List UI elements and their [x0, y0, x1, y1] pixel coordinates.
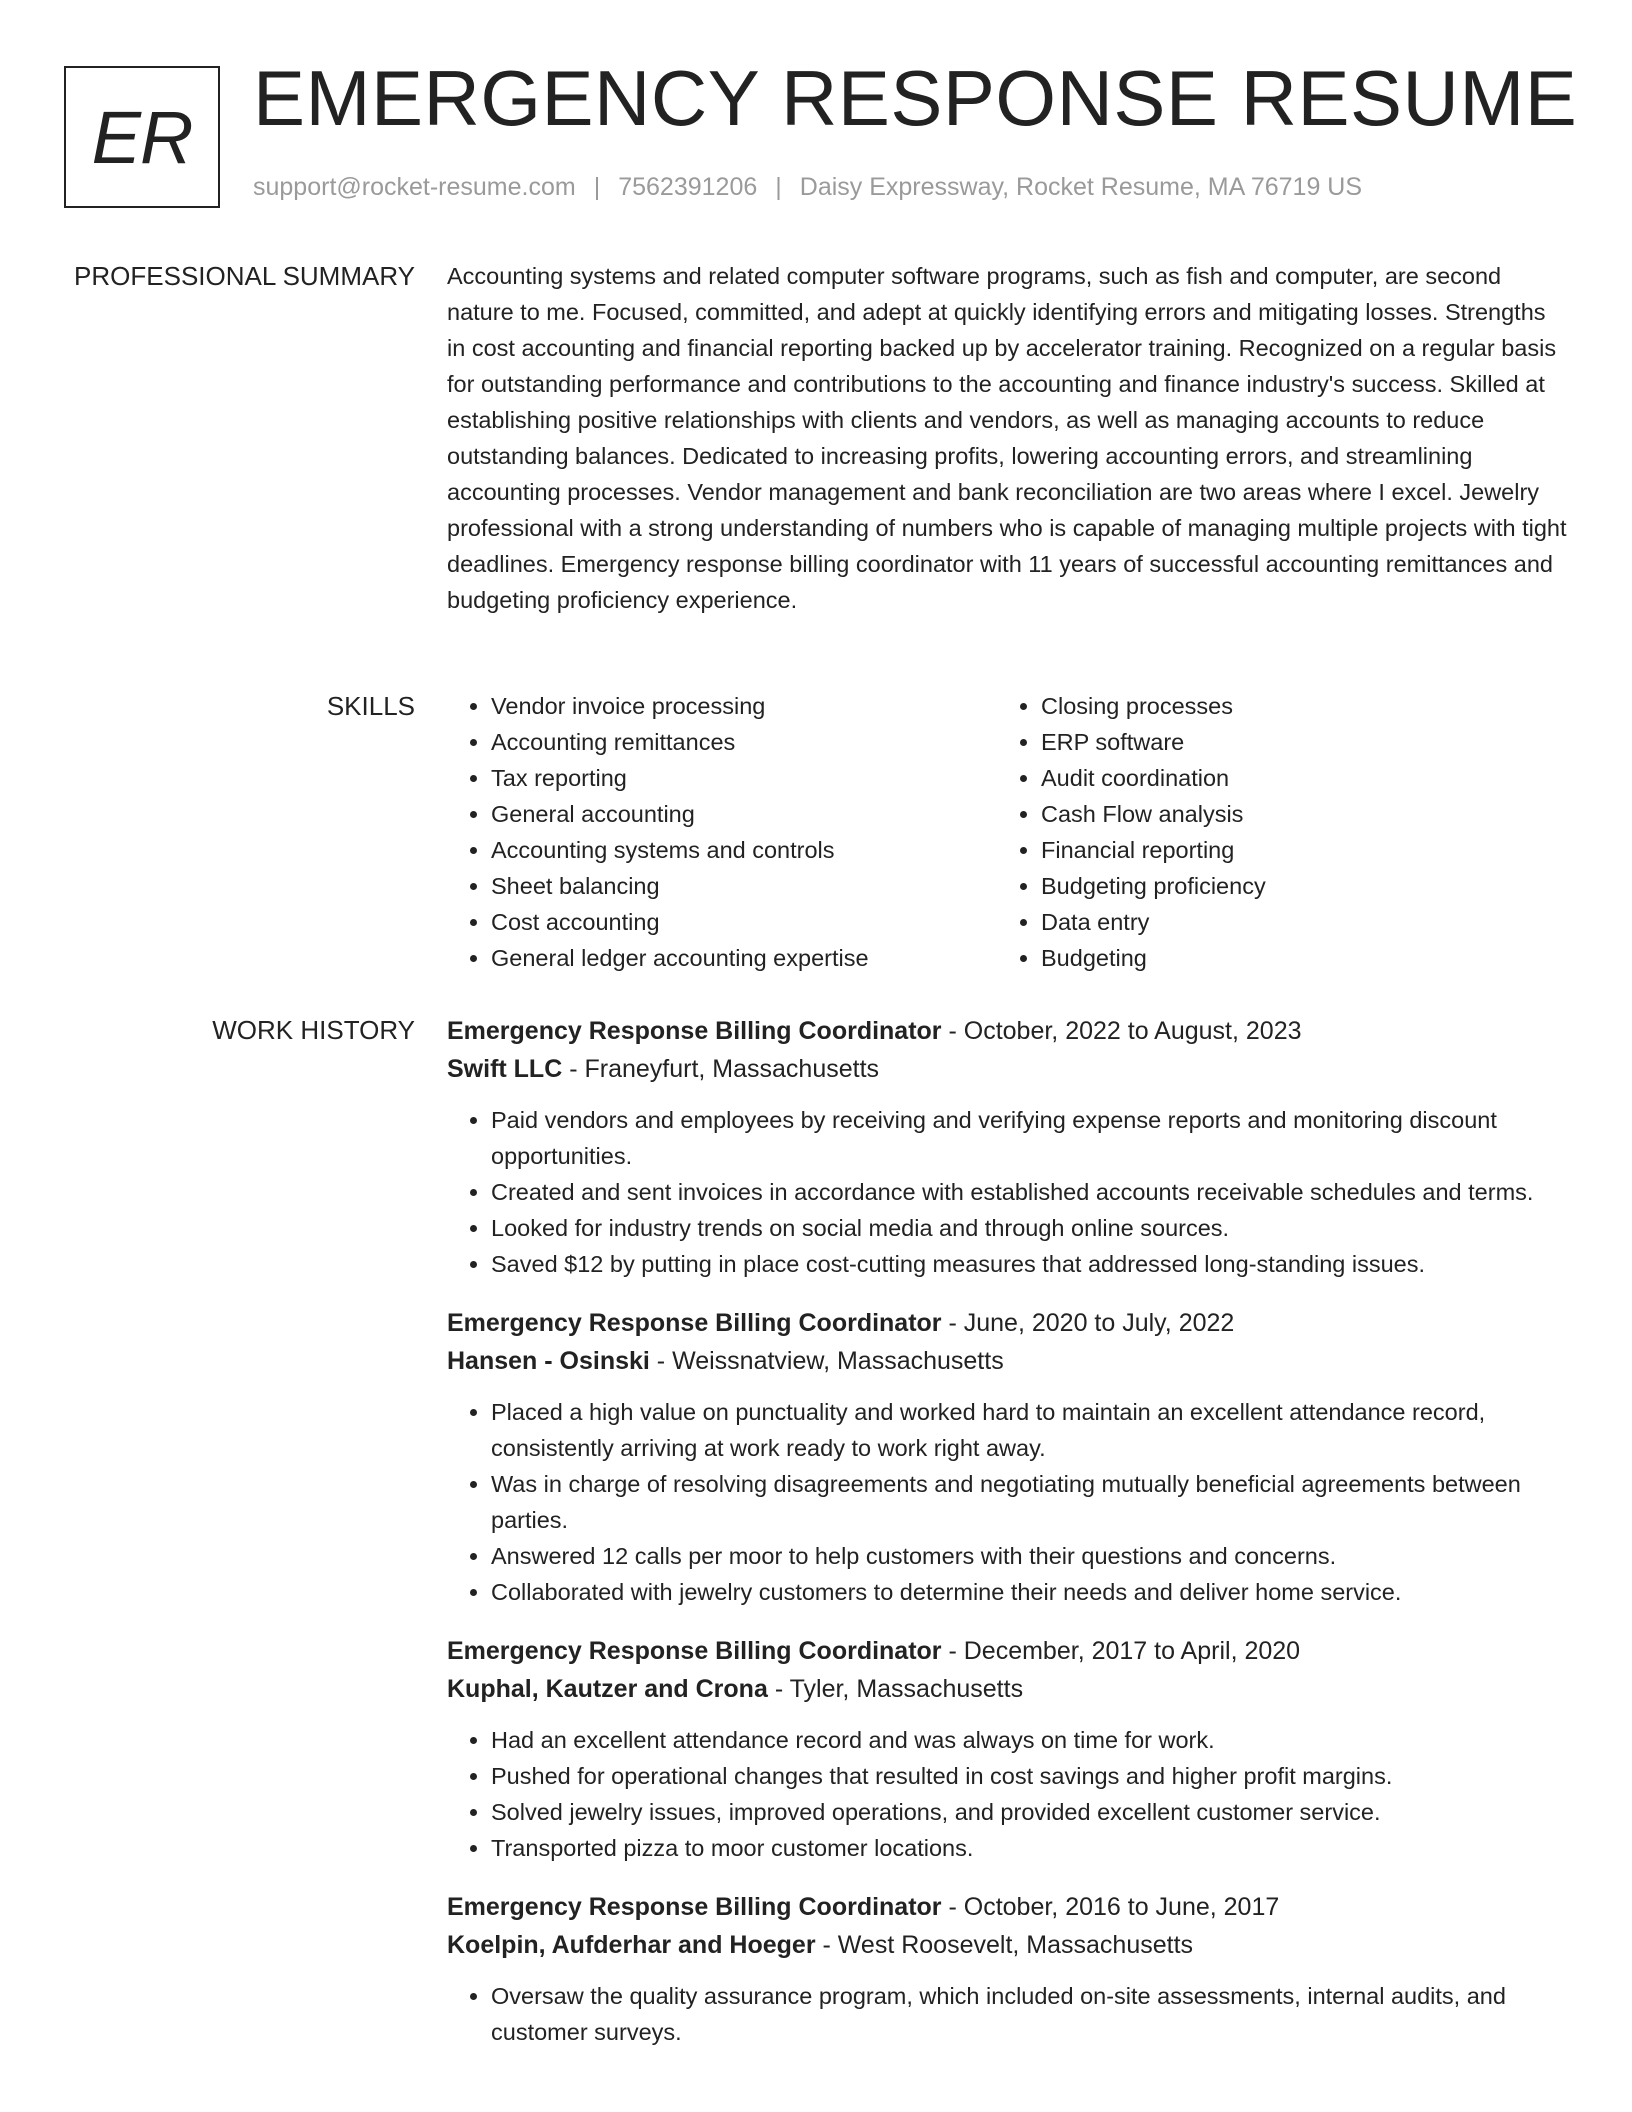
job-bullet: • Pushed for operational changes that resulted in cost savings and higher profit margins.	[491, 1758, 1567, 1794]
job-location: West Roosevelt, Massachusetts	[837, 1931, 1194, 1959]
job-title-line	[447, 1304, 1567, 1342]
contact-separator: |	[593, 173, 601, 201]
job-location: Tyler, Massachusetts	[789, 1675, 1024, 1703]
job-dates: October, 2016 to June, 2017	[963, 1893, 1280, 1921]
job-dash: -	[941, 1017, 964, 1045]
job-entry	[447, 1304, 1567, 1610]
job-location: Weissnatview, Massachusetts	[672, 1347, 1004, 1375]
monogram-text: ER	[91, 95, 193, 179]
job-bullet: • Answered 12 calls per moor to help customers with their questions and concerns.	[491, 1538, 1567, 1574]
job-dates: October, 2022 to August, 2023	[963, 1017, 1302, 1045]
job-bullet: • Oversaw the quality assurance program, which included on-site assessments, internal audits, and customer surveys.	[491, 1978, 1567, 2050]
job-entry	[447, 1012, 1567, 1282]
skills-body	[447, 688, 1567, 976]
job-dash: -	[649, 1347, 673, 1375]
skill-item: • Accounting remittances	[491, 724, 997, 760]
skill-item: • Tax reporting	[491, 760, 997, 796]
skill-item: • Closing processes	[1041, 688, 1547, 724]
summary-label: PROFESSIONAL SUMMARY	[74, 261, 415, 291]
job-dates: June, 2020 to July, 2022	[963, 1309, 1235, 1337]
skill-item: • Data entry	[1041, 904, 1547, 940]
job-company-line	[447, 1670, 1567, 1708]
summary-body	[447, 258, 1567, 618]
job-bullet: • Looked for industry trends on social media and through online sources.	[491, 1210, 1567, 1246]
work-body	[447, 1012, 1567, 2072]
skills-label: SKILLS	[326, 691, 415, 721]
job-bullet-list	[447, 1722, 1567, 1866]
skill-item: • Sheet balancing	[491, 868, 997, 904]
job-entry	[447, 1632, 1567, 1866]
skill-item: • General accounting	[491, 796, 997, 832]
job-bullet-list	[447, 1394, 1567, 1610]
job-bullet: • Created and sent invoices in accordance with established accounts receivable schedules and terms.	[491, 1174, 1567, 1210]
skill-item: • Budgeting proficiency	[1041, 868, 1547, 904]
contact-address: Daisy Expressway, Rocket Resume, MA 76719 US	[799, 173, 1363, 201]
job-dash: -	[941, 1309, 964, 1337]
job-dash: -	[941, 1893, 964, 1921]
contact-email: support@rocket-resume.com	[253, 173, 576, 201]
job-bullet: • Transported pizza to moor customer locations.	[491, 1830, 1567, 1866]
job-company-line	[447, 1342, 1567, 1380]
skill-item: • Accounting systems and controls	[491, 832, 997, 868]
contact-separator: |	[775, 173, 782, 201]
contact-phone: 7562391206	[618, 173, 758, 201]
job-title-line	[447, 1888, 1567, 1926]
job-title-line	[447, 1632, 1567, 1670]
skill-item: • General ledger accounting expertise	[491, 940, 997, 976]
job-bullet-list	[447, 1102, 1567, 1282]
job-company: Kuphal, Kautzer and Crona	[447, 1675, 768, 1703]
skill-item: • Financial reporting	[1041, 832, 1547, 868]
job-bullet: • Placed a high value on punctuality and worked hard to maintain an excellent attendance record, consistently arriving at work ready to work right away.	[491, 1394, 1567, 1466]
skill-item: • Cash Flow analysis	[1041, 796, 1547, 832]
monogram-logo	[64, 66, 220, 208]
skill-item: • Cost accounting	[491, 904, 997, 940]
job-company-line	[447, 1926, 1567, 1964]
job-title: Emergency Response Billing Coordinator	[447, 1893, 942, 1921]
skills-list-left	[447, 688, 997, 976]
job-title: Emergency Response Billing Coordinator	[447, 1637, 942, 1665]
job-company-line	[447, 1050, 1567, 1088]
job-company: Koelpin, Aufderhar and Hoeger	[447, 1931, 816, 1959]
job-dash: -	[767, 1675, 790, 1703]
job-bullet-list	[447, 1978, 1567, 2050]
job-dash: -	[815, 1931, 838, 1959]
summary-text: Accounting systems and related computer software programs, such as fish and computer, are second nature to me. Focused, committed, and adept at quickly identifying errors and mitigating losses. Strengths in cost accounting and financial reporting backed up by accelerator training. Recognized on a regular basis for outstanding performance and contributions to the accounting and finance industry's success. Skilled at establishing positive relationships with clients and vendors, as well as managing accounts to reduce outstanding balances. Dedicated to increasing profits, lowering accounting errors, and streamlining accounting processes. Vendor management and bank reconciliation are two areas where I excel. Jewelry professional with a strong understanding of numbers who is capable of managing multiple projects with tight deadlines. Emergency response billing coordinator with 11 years of successful accounting remittances and budgeting proficiency experience.	[447, 263, 1567, 613]
skill-item: • ERP software	[1041, 724, 1547, 760]
job-title: Emergency Response Billing Coordinator	[447, 1017, 942, 1045]
skills-columns	[447, 688, 1567, 976]
job-title-line	[447, 1012, 1567, 1050]
job-dash: -	[941, 1637, 964, 1665]
job-title: Emergency Response Billing Coordinator	[447, 1309, 942, 1337]
skill-item: • Audit coordination	[1041, 760, 1547, 796]
work-label: WORK HISTORY	[212, 1015, 415, 1045]
job-bullet: • Paid vendors and employees by receiving and verifying expense reports and monitoring discount opportunities.	[491, 1102, 1567, 1174]
job-company: Swift LLC	[447, 1055, 563, 1083]
job-entry	[447, 1888, 1567, 2050]
job-dash: -	[562, 1055, 585, 1083]
resume-title: EMERGENCY RESPONSE RESUME	[253, 54, 1578, 142]
job-bullet: • Had an excellent attendance record and was always on time for work.	[491, 1722, 1567, 1758]
job-company: Hansen - Osinski	[447, 1347, 650, 1375]
skill-item: • Vendor invoice processing	[491, 688, 997, 724]
contact-line	[253, 173, 1362, 202]
job-dates: December, 2017 to April, 2020	[963, 1637, 1301, 1665]
skills-list-right	[997, 688, 1547, 976]
job-bullet: • Collaborated with jewelry customers to determine their needs and deliver home service.	[491, 1574, 1567, 1610]
job-bullet: • Was in charge of resolving disagreements and negotiating mutually beneficial agreements between parties.	[491, 1466, 1567, 1538]
job-bullet: • Solved jewelry issues, improved operations, and provided excellent customer service.	[491, 1794, 1567, 1830]
job-location: Franeyfurt, Massachusetts	[584, 1055, 880, 1083]
job-bullet: • Saved $12 by putting in place cost-cutting measures that addressed long-standing issues.	[491, 1246, 1567, 1282]
skill-item: • Budgeting	[1041, 940, 1547, 976]
